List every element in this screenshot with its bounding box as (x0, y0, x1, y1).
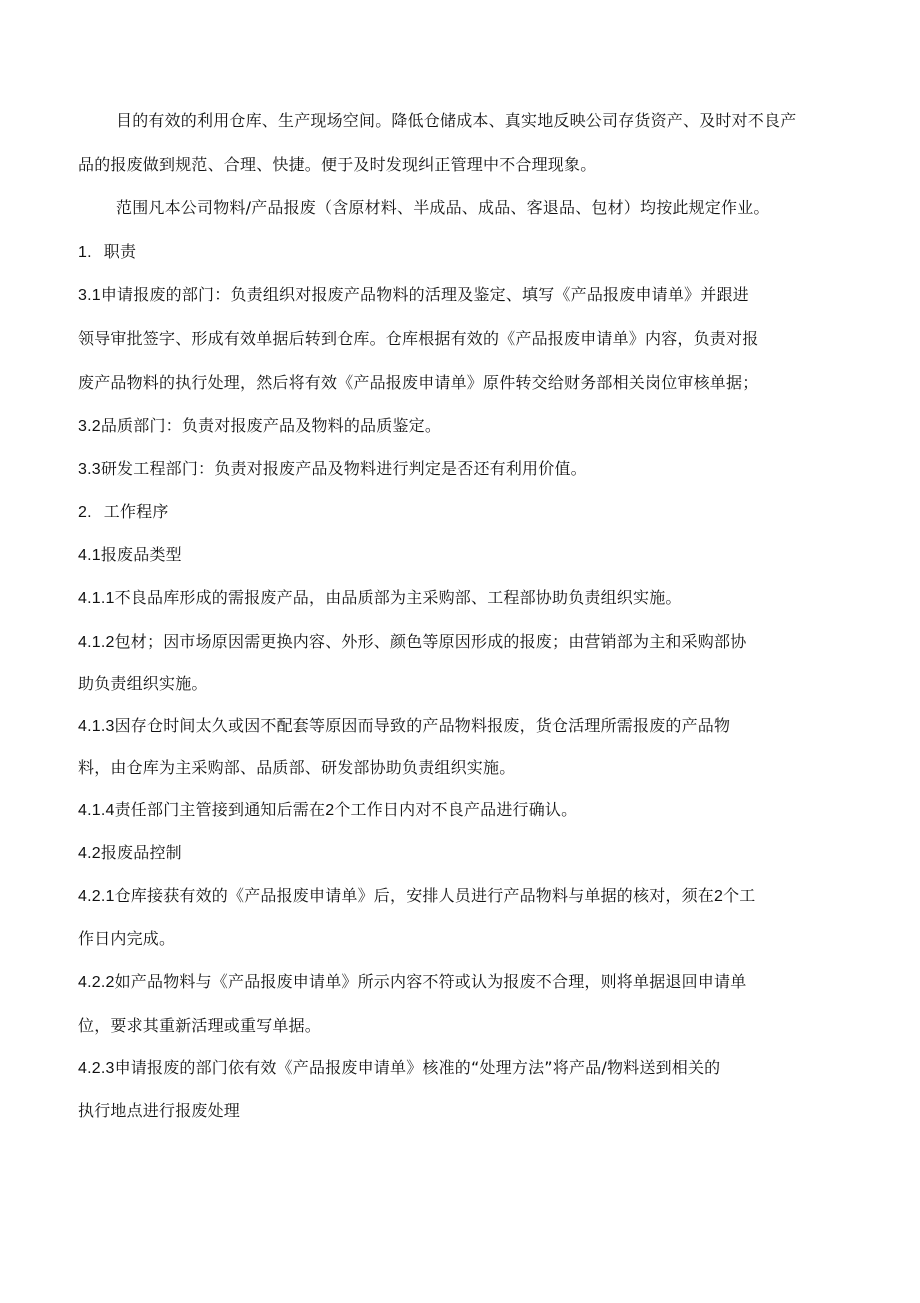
clause-3-1-line-1 (78, 285, 749, 306)
clause-4-2-3-text: 申请报废的部门依有效《产品报废申请单》核准的“处理方法”将产品/物料送到相关的 (114, 1058, 721, 1077)
purpose-paragraph-line-1: 目的有效的利用仓库、生产现场空间。降低仓储成本、真实地反映公司存货资产、及时对不良产 (116, 111, 797, 130)
clause-3-2-number: 3.2 (78, 418, 101, 435)
clause-3-1-number: 3.1 (78, 287, 101, 304)
clause-4-2-1-line-1 (78, 886, 756, 907)
clause-4-1-3-line-2: 料，由仓库为主采购部、品质部、研发部协助负责组织实施。 (78, 758, 516, 777)
clause-4-2-number: 4.2 (78, 845, 101, 862)
clause-3-3-number: 3.3 (78, 461, 101, 478)
clause-4-2 (78, 843, 182, 864)
clause-3-3 (78, 459, 587, 480)
clause-4-2-2-line-1 (78, 972, 746, 993)
section-2-heading (78, 502, 169, 523)
clause-4-1-1-number: 4.1.1 (78, 590, 115, 607)
clause-3-1-text: 申请报废的部门：负责组织对报废产品物料的活理及鉴定、填写《产品报废申请单》并跟进 (100, 285, 749, 304)
clause-4-1-2-number: 4.1.2 (78, 634, 115, 651)
clause-4-1-2-text: 包材；因市场原因需更换内容、外形、颜色等原因形成的报废；由营销部为主和采购部协 (114, 632, 747, 651)
clause-4-2-1-text-b: 个工 (723, 886, 756, 905)
clause-3-2-text: 品质部门：负责对报废产品及物料的品质鉴定。 (100, 416, 442, 435)
clause-4-2-1-number: 4.2.1 (78, 888, 115, 905)
section-2-number: 2. (78, 504, 92, 521)
section-1-title: 职责 (103, 242, 137, 261)
clause-4-1-2-line-1 (78, 632, 746, 653)
clause-4-2-1-line-2: 作日内完成。 (78, 929, 176, 948)
clause-4-1-3-number: 4.1.3 (78, 718, 115, 735)
clause-4-1-4-number: 4.1.4 (78, 802, 115, 819)
purpose-paragraph-line-2: 品的报废做到规范、合理、快捷。便于及时发现纠正管理中不合理现象。 (78, 155, 597, 174)
clause-4-2-3-line-1 (78, 1058, 720, 1079)
clause-4-1-4-text-a: 责任部门主管接到通知后需在 (114, 800, 326, 819)
clause-4-1 (78, 545, 182, 566)
section-1-heading (78, 242, 136, 263)
scope-paragraph: 范围凡本公司物料/产品报废（含原材料、半成品、成品、客退品、包材）均按此规定作业。 (116, 198, 770, 217)
clause-4-1-3-line-1 (78, 716, 730, 737)
clause-3-2 (78, 416, 441, 437)
clause-3-1-line-2: 领导审批签字、形成有效单据后转到仓库。仓库根据有效的《产品报废申请单》内容，负责对报 (78, 329, 759, 348)
clause-4-1-4 (78, 800, 577, 821)
section-2-title: 工作程序 (103, 502, 169, 521)
clause-4-2-3-number: 4.2.3 (78, 1060, 115, 1077)
clause-4-1-2-line-2: 助负责组织实施。 (78, 674, 208, 693)
clause-4-2-2-text: 如产品物料与《产品报废申请单》所示内容不符或认为报废不合理，则将单据退回申请单 (114, 972, 747, 991)
clause-4-1-4-text-b: 个工作日内对不良产品进行确认。 (334, 800, 578, 819)
section-1-number: 1. (78, 244, 92, 261)
clause-3-1-line-3: 废产品物料的执行处理，然后将有效《产品报废申请单》原件转交给财务部相关岗位审核单据； (78, 373, 759, 392)
clause-4-2-1-days: 2 (714, 888, 724, 905)
clause-4-1-4-days: 2 (325, 802, 335, 819)
clause-4-2-3-line-2: 执行地点进行报废处理 (78, 1101, 241, 1120)
clause-4-1-number: 4.1 (78, 547, 101, 564)
clause-4-1-3-text: 因存仓时间太久或因不配套等原因而导致的产品物料报废，货仓活理所需报废的产品物 (114, 716, 731, 735)
clause-4-1-1-text: 不良品库形成的需报废产品，由品质部为主采购部、工程部协助负责组织实施。 (114, 588, 682, 607)
clause-4-2-1-text-a: 仓库接获有效的《产品报废申请单》后，安排人员进行产品物料与单据的核对，须在 (114, 886, 714, 905)
clause-4-2-text: 报废品控制 (100, 843, 182, 862)
clause-4-2-2-number: 4.2.2 (78, 974, 115, 991)
clause-4-2-2-line-2: 位，要求其重新活理或重写单据。 (78, 1016, 322, 1035)
clause-4-1-text: 报废品类型 (100, 545, 182, 564)
clause-4-1-1 (78, 588, 682, 609)
clause-3-3-text: 研发工程部门：负责对报废产品及物料进行判定是否还有利用价值。 (100, 459, 587, 478)
